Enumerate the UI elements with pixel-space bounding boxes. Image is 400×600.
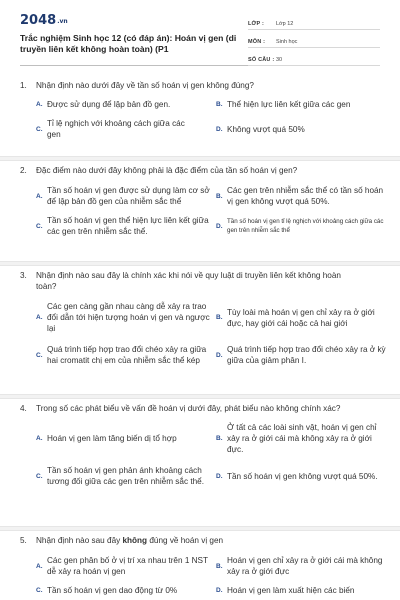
question-4 [20,403,380,487]
question-1 [20,80,380,140]
answer-letter: D. [216,351,223,359]
answer-text: Hoán vị gen chỉ xảy ra ở giới cái mà không xảy ra ở giới đực [227,556,383,576]
answer-letter: C. [36,351,43,359]
question-divider [0,526,400,531]
question-4-text [20,403,380,414]
answer-letter: D. [216,222,223,230]
answer-text: Tỉ lệ nghịch với khoảng cách giữa các gen [47,119,185,139]
answer-option-c[interactable] [36,118,216,140]
answer-letter: B. [216,192,223,200]
meta-count-row [248,52,380,66]
answer-text: Được sử dụng để lập bản đồ gen. [47,100,171,109]
answer-letter: D. [216,472,223,480]
question-divider [0,394,400,399]
meta-subject-row [248,34,380,48]
brand-logo[interactable] [20,14,248,29]
brand-tld: .vn [57,18,68,25]
answer-option-b[interactable] [216,301,396,334]
answer-option-c[interactable] [36,585,216,596]
answer-text: Tần số hoán vị gen dao động từ 0% [47,586,178,595]
answer-option-b[interactable] [216,555,396,577]
answer-letter: A. [36,192,43,200]
answer-option-c[interactable] [36,344,216,366]
answer-text: Các gen trên nhiễm sắc thể có tần số hoán vị gen không vượt quá 50%. [227,186,384,206]
answer-letter: B. [216,314,223,321]
question-divider [0,261,400,266]
answer-letter: A. [36,562,43,570]
answer-option-b[interactable] [216,185,396,207]
question-text-bold: không [122,536,148,545]
answer-letter: C. [36,125,43,133]
answer-text: Thể hiện lực liên kết giữa các gen [227,100,351,109]
answer-option-a[interactable] [36,99,216,110]
answers-grid [20,185,384,237]
answers-grid [20,301,386,366]
answer-option-a[interactable] [36,555,216,577]
question-number: 5. [20,536,27,545]
meta-class-value: Lớp 12 [276,21,294,27]
meta-class-label: LỚP : [248,21,264,27]
answer-option-b[interactable] [216,99,396,110]
question-body: Trong số các phát biểu về vấn đề hoán vị dưới đây, phát biểu nào không chính xác? [36,404,341,413]
answer-letter: B. [216,562,223,570]
answer-text: Hoán vị gen làm xuất hiện các biến [227,586,355,595]
answer-option-a[interactable] [36,422,216,455]
brand-name: 2048 [20,13,57,28]
question-5-text [20,535,380,546]
answer-option-d[interactable] [216,344,396,366]
answer-option-c[interactable] [36,215,216,237]
answer-letter: A. [36,435,43,442]
answer-letter: A. [36,101,43,108]
question-5 [20,535,383,596]
answer-text: Ở tất cả các loài sinh vật, hoán vị gen chỉ xảy ra ở giới cái mà không xảy ra ở giới đực. [227,423,377,454]
question-body: Nhận định nào sau đây là chính xác khi nói về quy luật di truyền liên kết không hoàn toàn? [36,271,341,291]
answer-letter: C. [36,587,43,594]
answer-option-d[interactable] [216,118,396,140]
answer-text: Tần số hoán vị gen tỉ lệ nghịch với khoảng cách giữa các gen trên nhiễm sắc thể [227,218,384,234]
question-number: 1. [20,81,27,90]
question-body [36,535,223,546]
answers-grid [20,555,383,596]
meta-class-row [248,16,380,30]
answer-option-d[interactable] [216,215,396,237]
answer-text: Tùy loài mà hoán vị gen chỉ xảy ra ở giới đực, hay giới cái hoặc cả hai giới [227,307,375,328]
header-left [20,14,248,65]
answer-letter: C. [36,472,43,480]
header-meta [248,14,380,65]
answer-letter: D. [216,587,223,594]
answer-option-c[interactable] [36,465,216,487]
answers-grid [20,99,380,140]
question-3 [20,270,386,366]
answer-text: Hoán vị gen làm tăng biến dị tổ hợp [47,434,177,443]
meta-subject-label: MÔN : [248,39,266,45]
answer-letter: D. [216,125,223,133]
answers-grid [20,422,380,487]
answer-text: Tần số hoán vị gen không vượt quá 50%. [227,471,378,481]
answer-letter: B. [216,101,223,108]
document-title: Trắc nghiệm Sinh học 12 (có đáp án): Hoán vị gen (di truyền liên kết không hoàn toàn) (P1 [20,33,237,54]
answer-text: Tần số hoán vị gen thể hiện lực liên kết giữa các gen trên nhiễm sắc thể. [47,216,209,236]
answer-letter: B. [216,435,223,442]
question-body: Nhận định nào dưới đây về tần số hoán vị gen không đúng? [36,81,254,90]
answer-option-d[interactable] [216,465,396,487]
question-2-text [20,165,380,176]
question-text-after: đúng về hoán vị gen [147,536,224,545]
answer-letter: C. [36,222,43,230]
document-header [20,0,380,66]
answer-option-b[interactable] [216,422,396,455]
answer-text: Tần số hoán vị gen phản ánh khoảng cách tương đối giữa các gen trên nhiễm sắc thể. [47,466,204,486]
question-number: 2. [20,166,27,175]
answer-text: Quá trình tiếp hợp trao đổi chéo xảy ra giữa hai cromatit chị em của nhiễm sắc thể kép [47,345,207,365]
answer-option-a[interactable] [36,185,216,207]
meta-subject-value: Sinh học [276,39,298,45]
answer-text: Quá trình tiếp hợp trao đổi chéo xảy ra ở kỳ giữa của giảm phân I. [227,345,386,365]
answer-option-d[interactable] [216,585,396,596]
question-1-text [20,80,380,91]
question-number: 4. [20,404,27,413]
question-text-before: Nhận định nào sau đây [36,536,123,545]
question-body: Đặc điểm nào dưới đây không phải là đặc điểm của tần số hoán vị gen? [36,166,298,175]
question-3-text [20,270,380,292]
question-2 [20,165,384,237]
answer-text: Tần số hoán vị gen được sử dụng làm cơ sở để lập bản đồ gen của nhiễm sắc thể [47,186,210,206]
answer-text: Các gen phân bố ở vị trí xa nhau trên 1 NST dễ xảy ra hoán vị gen [47,556,208,576]
meta-count-value: 30 [276,57,283,63]
answer-text: Các gen càng gần nhau càng dễ xảy ra trao đổi dẫn tới hiện tượng hoán vị gen và ngược lại [47,302,210,333]
meta-count-label: SỐ CÂU : [248,57,275,63]
answer-option-a[interactable] [36,301,216,334]
answer-letter: A. [36,314,43,321]
answer-text: Không vượt quá 50% [227,124,305,134]
question-number: 3. [20,271,27,280]
question-divider [0,156,400,161]
